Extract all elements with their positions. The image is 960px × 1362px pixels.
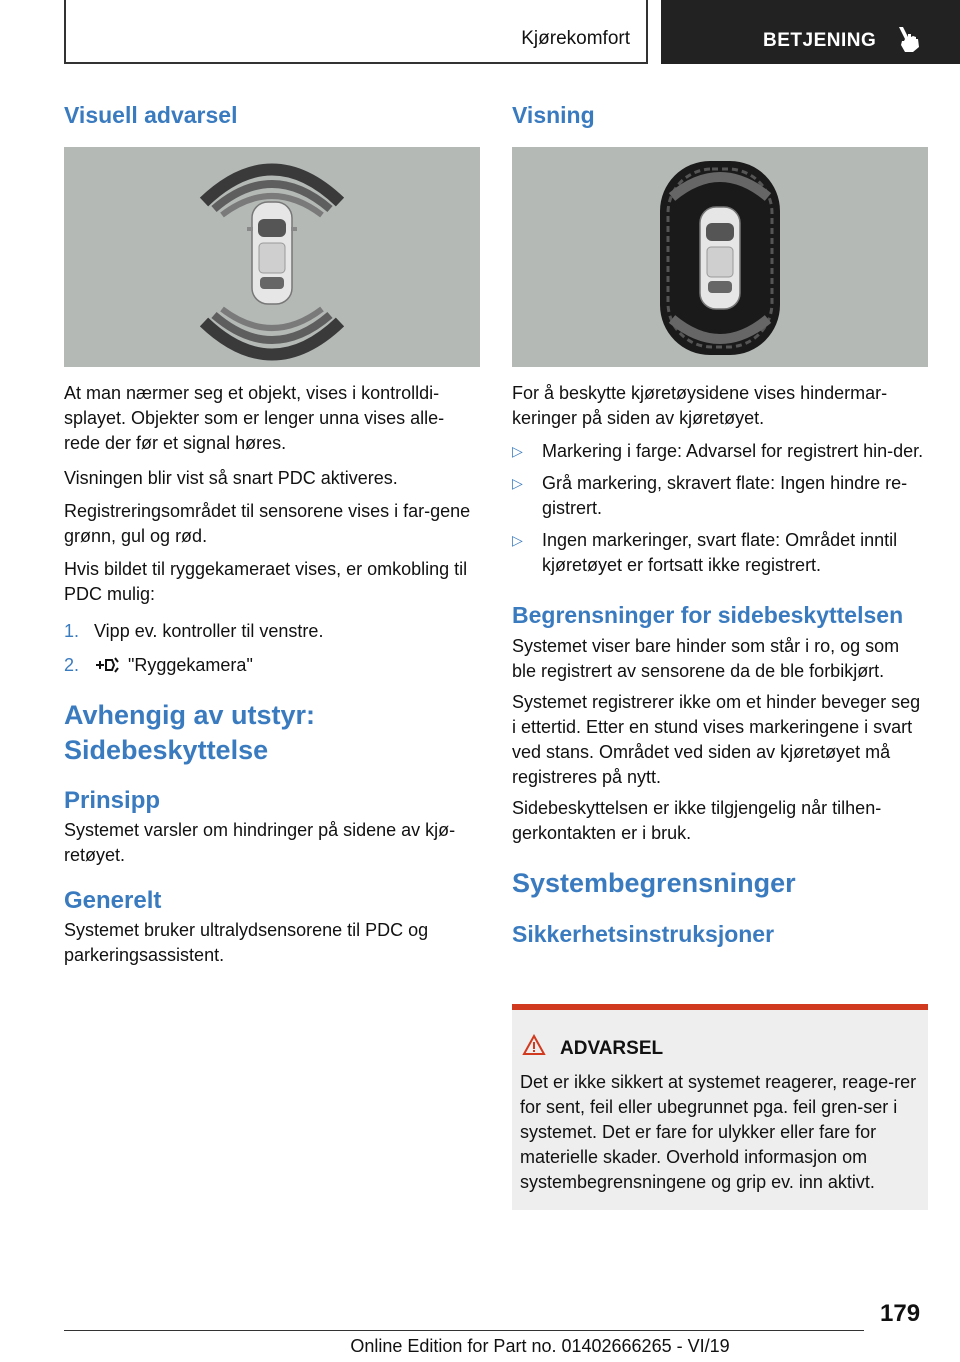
heading-limitations-side: Begrensninger for sidebeskyttelsen [512,602,904,628]
marking-item [512,528,928,578]
header-frame [64,0,648,64]
marking-text: Grå markering, skravert flate: Ingen hindre re-gistrert. [542,473,908,518]
paragraph-display-shown: Visningen blir vist så snart PDC aktiveres. [64,468,398,488]
header-section-title: Kjørekomfort [521,28,630,49]
header-tab-label: BETJENING [763,30,877,51]
camera-icon [94,656,120,674]
paragraph-limit-2: Systemet registrerer ikke om et hinder beveger seg i ettertid. Etter en stund vises markeringene i svart ved stans. Området ved siden av kjøretøyet må registreres på nytt. [512,692,921,787]
side-protection-illustration [512,147,928,367]
heading-display: Visning [512,102,595,128]
marking-item [512,471,928,521]
paragraph-detection-area: Registreringsområdet til sensorene vises i far-gene grønn, gul og rød. [64,501,471,546]
side-protection-figure [512,147,928,367]
marking-item [512,439,928,464]
bullet-triangle-icon: ▷ [512,443,523,459]
marking-list [512,439,928,578]
pointing-hand-icon [895,25,921,53]
right-column [512,100,928,949]
left-column [64,100,480,968]
step-number: 2. [64,655,80,675]
warning-box [512,1004,928,1210]
heading-side-protection: Avhengig av utstyr: Sidebeskyttelse [64,700,316,765]
heading-system-limits: Systembegrensninger [512,868,796,898]
marking-text: Markering i farge: Advarsel for registrert hin-der. [542,441,924,461]
paragraph-limit-3: Sidebeskyttelsen er ikke tilgjengelig når tilhen-gerkontakten er i bruk. [512,798,882,843]
step-number: 1. [64,621,80,641]
step-item [64,619,480,644]
bullet-triangle-icon: ▷ [512,475,523,491]
steps-list [64,619,480,678]
header-tab[interactable] [661,0,960,64]
step-text: "Ryggekamera" [128,655,253,675]
warning-triangle-icon [522,1034,546,1056]
heading-visual-warning: Visuell advarsel [64,102,238,128]
paragraph-approach: At man nærmer seg et objekt, vises i kontrolldi-splayet. Objekter som er lenger unna vises alle-rede der før et signal høres. [64,383,445,453]
footer-divider [64,1330,864,1331]
heading-principle: Prinsipp [64,787,161,814]
pdc-display-figure [64,147,480,367]
step-text: Vipp ev. kontroller til venstre. [94,621,324,641]
pdc-car-illustration [64,147,480,367]
page-number: 179 [880,1300,921,1327]
paragraph-principle: Systemet varsler om hindringer på sidene av kjø-retøyet. [64,820,456,865]
paragraph-general: Systemet bruker ultralydsensorene til PDC og parkeringsassistent. [64,920,429,965]
bullet-triangle-icon: ▷ [512,532,523,548]
paragraph-switch-pdc: Hvis bildet til ryggekameraet vises, er omkobling til PDC mulig: [64,559,468,604]
heading-safety: Sikkerhetsinstruksjoner [512,921,775,947]
heading-general: Generelt [64,887,162,914]
warning-title: ADVARSEL [560,1038,664,1059]
paragraph-limit-1: Systemet viser bare hinder som står i ro, og som ble registrert av sensorene da de ble forbikjørt. [512,636,900,681]
paragraph-display: For å beskytte kjøretøysidene vises hindermar-keringer på siden av kjøretøyet. [512,383,888,428]
warning-text: Det er ikke sikkert at systemet reagerer, reage-rer for sent, feil eller ubegrunnet pga. feil gren-ser i systemet. Det er fare for ulykker eller fare for materielle skader. Overhold informasjon om systembegrensningene og grip ev. inn aktivt. [520,1072,917,1192]
footer-edition: Online Edition for Part no. 01402666265 - VI/19 [350,1336,730,1356]
marking-text: Ingen markeringer, svart flate: Området inntil kjøretøyet er fortsatt ikke registrert. [542,530,898,575]
step-item [64,653,480,678]
